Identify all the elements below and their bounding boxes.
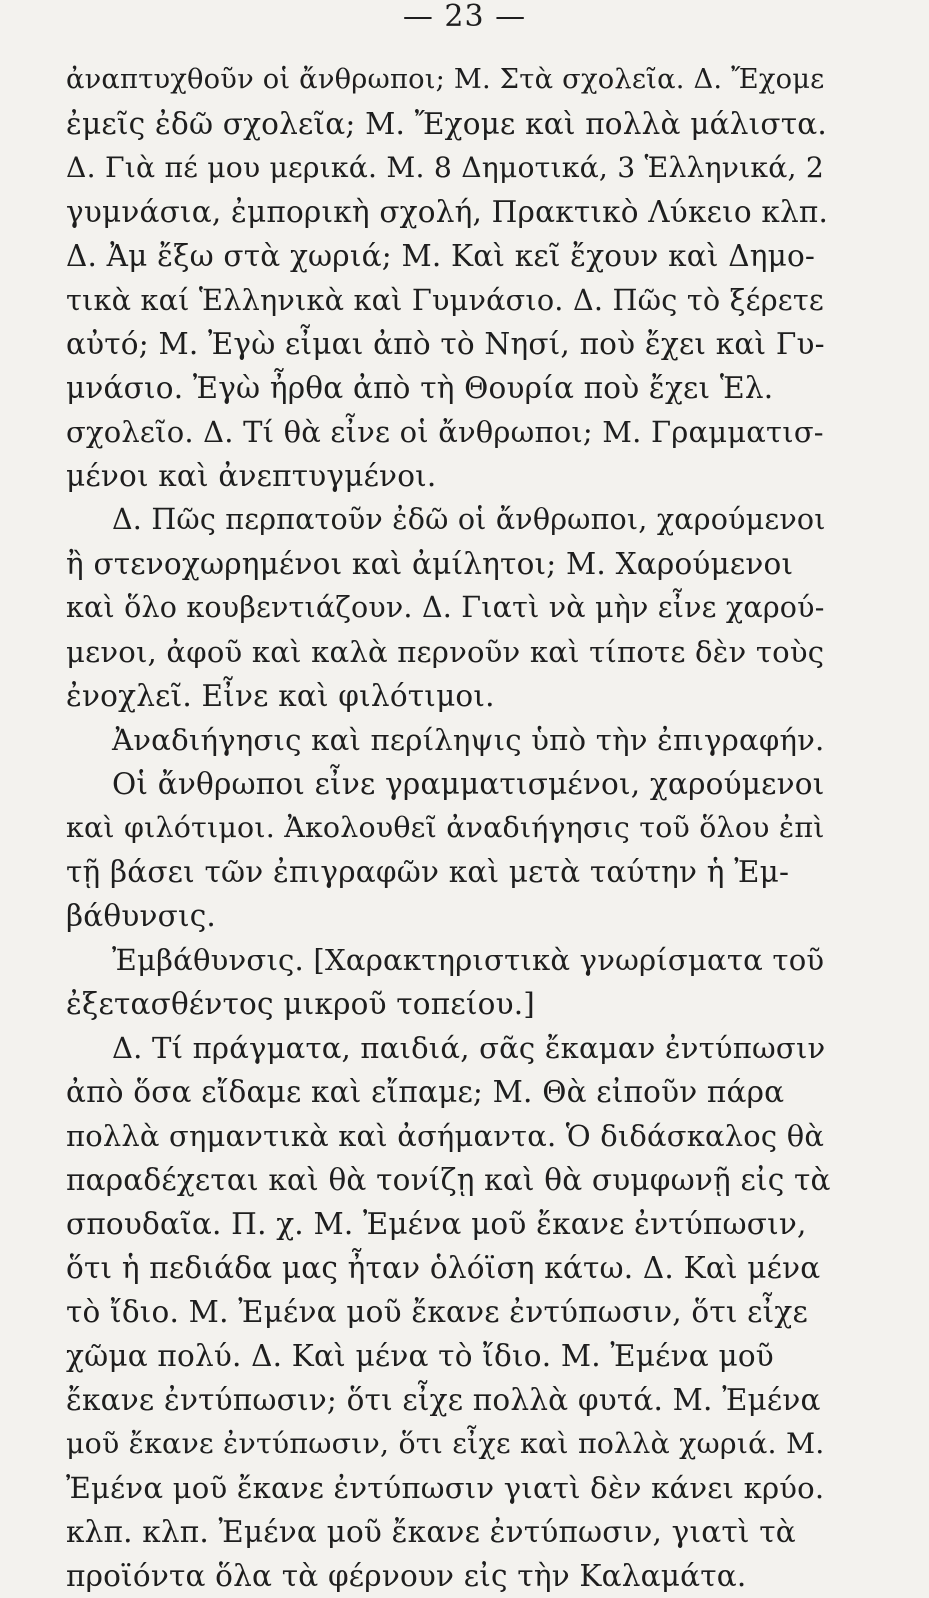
text-line: ὅτι ἡ πεδιάδα μας ἦταν ὁλόϊση κάτω. Δ. Καὶ μένα <box>66 1251 821 1285</box>
text-line: Δ. Γιὰ πέ μου μερικά. Μ. 8 Δημοτικά, 3 Ἑλληνικά, 2 <box>66 151 825 184</box>
text-line: μένοι καὶ ἀνεπτυγμένοι. <box>66 459 437 493</box>
text-line: Οἱ ἄνθρωποι εἶνε γραμματισμένοι, χαρούμενοι <box>112 767 825 801</box>
text-line: αὐτό; Μ. Ἐγὼ εἶμαι ἀπὸ τὸ Νησί, ποὺ ἔχει καὶ Γυ- <box>66 327 825 361</box>
text-line: ἔκανε ἐντύπωσιν; ὅτι εἶχε πολλὰ φυτά. Μ. Ἐμένα <box>66 1383 821 1417</box>
page-number: — 23 — <box>402 0 527 34</box>
body-text <box>66 58 832 1598</box>
text-line: σπουδαῖα. Π. χ. Μ. Ἐμένα μοῦ ἔκανε ἐντύπωσιν, <box>66 1207 807 1241</box>
text-line: ἐξετασθέντος μικροῦ τοπείου.] <box>66 987 535 1021</box>
text-line: ἀπὸ ὅσα εἴδαμε καὶ εἴπαμε; Μ. Θὰ εἰποῦν πάρα <box>66 1075 785 1109</box>
text-line: καὶ φιλότιμοι. Ἀκολουθεῖ ἀναδιήγησις τοῦ ὅλου ἐπὶ <box>66 811 825 844</box>
text-line: βάθυνσις. <box>66 899 217 933</box>
text-line: μοῦ ἔκανε ἐντύπωσιν, ὅτι εἶχε καὶ πολλὰ χωριά. Μ. <box>66 1427 825 1460</box>
text-line: γυμνάσια, ἐμπορικὴ σχολή, Πρακτικὸ Λύκειο κλπ. <box>66 195 829 229</box>
text-line: τὸ ἴδιο. Μ. Ἐμένα μοῦ ἔκανε ἐντύπωσιν, ὅτι εἶχε <box>66 1295 808 1329</box>
text-line: τικὰ καί Ἑλληνικὰ καὶ Γυμνάσιο. Δ. Πῶς τὸ ξέρετε <box>66 283 824 317</box>
text-line: Δ. Ἀμ ἔξω στὰ χωριά; Μ. Καὶ κεῖ ἔχουν καὶ Δημο- <box>66 239 816 273</box>
text-line: καὶ ὅλο κουβεντιάζουν. Δ. Γιατὶ νὰ μὴν εἶνε χαρού- <box>66 591 825 624</box>
text-line: παραδέχεται καὶ θὰ τονίζῃ καὶ θὰ συμφωνῇ εἰς τὰ <box>66 1163 831 1197</box>
text-line: πολλὰ σημαντικὰ καὶ ἀσήμαντα. Ὁ διδάσκαλος θὰ <box>66 1119 825 1153</box>
text-line: προϊόντα ὅλα τὰ φέρνουν εἰς τὴν Καλαμάτα. <box>66 1559 747 1593</box>
text-line: ἀναπτυχθοῦν οἱ ἄνθρωποι; Μ. Στὰ σχολεῖα. Δ. Ἔχομε <box>66 64 825 95</box>
text-line: ἐμεῖς ἐδῶ σχολεῖα; Μ. Ἔχομε καὶ πολλὰ μάλιστα. <box>66 107 827 141</box>
text-line: Ἐμένα μοῦ ἔκανε ἐντύπωσιν γιατὶ δὲν κάνει κρύο. <box>66 1471 825 1505</box>
text-line: χῶμα πολύ. Δ. Καὶ μένα τὸ ἴδιο. Μ. Ἐμένα μοῦ <box>66 1339 774 1373</box>
text-line: ἢ στενοχωρημένοι καὶ ἀμίλητοι; Μ. Χαρούμενοι <box>66 547 794 581</box>
text-line: Δ. Τί πράγματα, παιδιά, σᾶς ἔκαμαν ἐντύπωσιν <box>112 1031 826 1065</box>
text-line: μενοι, ἀφοῦ καὶ καλὰ περνοῦν καὶ τίποτε δὲν τοὺς <box>66 635 825 669</box>
text-line: τῇ βάσει τῶν ἐπιγραφῶν καὶ μετὰ ταύτην ἡ Ἐμ- <box>66 855 790 889</box>
text-line: κλπ. κλπ. Ἐμένα μοῦ ἔκανε ἐντύπωσιν, γιατὶ τὰ <box>66 1515 796 1549</box>
text-line: ἐνοχλεῖ. Εἶνε καὶ φιλότιμοι. <box>66 679 495 713</box>
text-line: μνάσιο. Ἐγὼ ἦρθα ἀπὸ τὴ Θουρία ποὺ ἔχει Ἑλ. <box>66 371 774 405</box>
text-line: Ἀναδιήγησις καὶ περίληψις ὑπὸ τὴν ἐπιγραφήν. <box>112 723 825 757</box>
text-line: Δ. Πῶς περπατοῦν ἐδῶ οἱ ἄνθρωποι, χαρούμενοι <box>112 503 826 536</box>
text-line: σχολεῖο. Δ. Τί θὰ εἶνε οἱ ἄνθρωποι; Μ. Γραμματισ- <box>66 415 824 449</box>
text-line: Ἐμβάθυνσις. [Χαρακτηριστικὰ γνωρίσματα τοῦ <box>112 943 825 977</box>
